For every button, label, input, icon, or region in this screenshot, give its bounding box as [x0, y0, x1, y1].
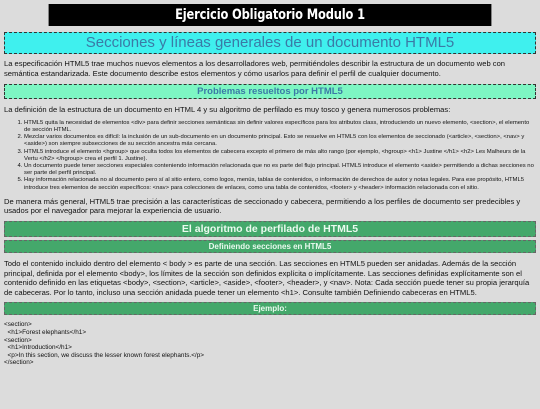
list-item: 1. HTML5 quita la necesidad de elementos <div> para definir secciones semánticas sin definir valores específicos para los atributos class, introduciendo un nuevo elemento, <section>, el elemento de sección HTML. [24, 120, 536, 134]
defining-sections-heading: Definiendo secciones en HTML5 [4, 240, 536, 253]
main-heading: Secciones y líneas generales de un documento HTML5 [4, 32, 536, 54]
page-banner-title: Ejercicio Obligatorio Modulo 1 [49, 4, 492, 26]
list-item: 4. Un documento puede tener secciones especiales conteniendo información relacionada que no es parte del flujo principal. HTML5 introduce el elemento <aside> permitiendo a dichas secciones no ser parte del perfil principal. [24, 163, 536, 177]
list-item: 3. HTML5 introduce el elemento <hgroup> que oculta todos los elementos de cabecera excepto el primero de más alto rango (por ejemplo, <hgroup> <h1> Justine </h1> <h2> Les Malheurs de la Vertu </h2> </hgroup> crea el perfil 1. Justine). [24, 149, 536, 163]
list-item: 5. Hay información relacionada no al documento pero sí al sitio entero, como logos, menús, tablas de contenidos, o información de derechos de autor y notas legales. Para ese propósito, HTML5 introduce tres elementos de sección específicos: <nav> para colecciones de enlaces, como una tabla de contenidos, <footer> y <header> información relacionada con el sitio. [24, 177, 536, 191]
problems-intro: La definición de la estructura de un documento en HTML 4 y su algoritmo de perfilado es muy tosco y genera numerosos problemas: [4, 105, 451, 115]
problems-heading: Problemas resueltos por HTML5 [4, 84, 536, 99]
list-item: 2. Mezclar varios documentos es difícil: la inclusión de un sub-documento en un documento principal. Esto se resuelve en HTML5 con los elementos de seccionado (<article>, <section>, <nav> y <aside>) son siempre subsecciones de su sección ancestra más cercana. [24, 134, 536, 148]
intro-paragraph: La especificación HTML5 trae muchos nuevos elementos a los desarrolladores web, permitiéndoles describir la estructura de un documento web con semántica estandarizada. Este documento describe estos elementos y cómo usarlos para definir el perfil de cualquier documento. [4, 59, 506, 78]
general-paragraph: De manera más general, HTML5 trae precisión a las características de seccionado y cabecera, permitiendo a los perfiles de documento ser predecibles y usados por el navegador para mejorar la experiencia de usuario. [4, 196, 521, 216]
problems-list [4, 120, 536, 192]
defining-sections-paragraph: Todo el contenido incluido dentro del elemento < body > es parte de una sección. Las secciones en HTML5 pueden ser anidadas. Además de la sección principal, definida por el elemento <body>, los límites de la sección son definidos explícita o implícitamente. Las secciones definidas explícitamente son el contenido definido en las etiquetas <body>, <section>, <article>, <aside>, <footer>, <header>, y <nav>. Nota: Cada sección puede tener su propia jerarquía de cabeceras. Por lo tanto, incluso una sección anidada puede tener un elemento <h1>. Consulte también Definiendo cabeceras en HTML5. [4, 259, 530, 297]
document-body [0, 32, 540, 367]
algorithm-heading: El algoritmo de perfilado de HTML5 [4, 221, 536, 237]
example-heading: Ejemplo: [4, 302, 536, 315]
code-example: <section> <h1>Forest elephants</h1> <section> <h1>Introduction</h1> <p>In this section, we discuss the lesser known forest elephants.</p> </section> [4, 321, 204, 367]
